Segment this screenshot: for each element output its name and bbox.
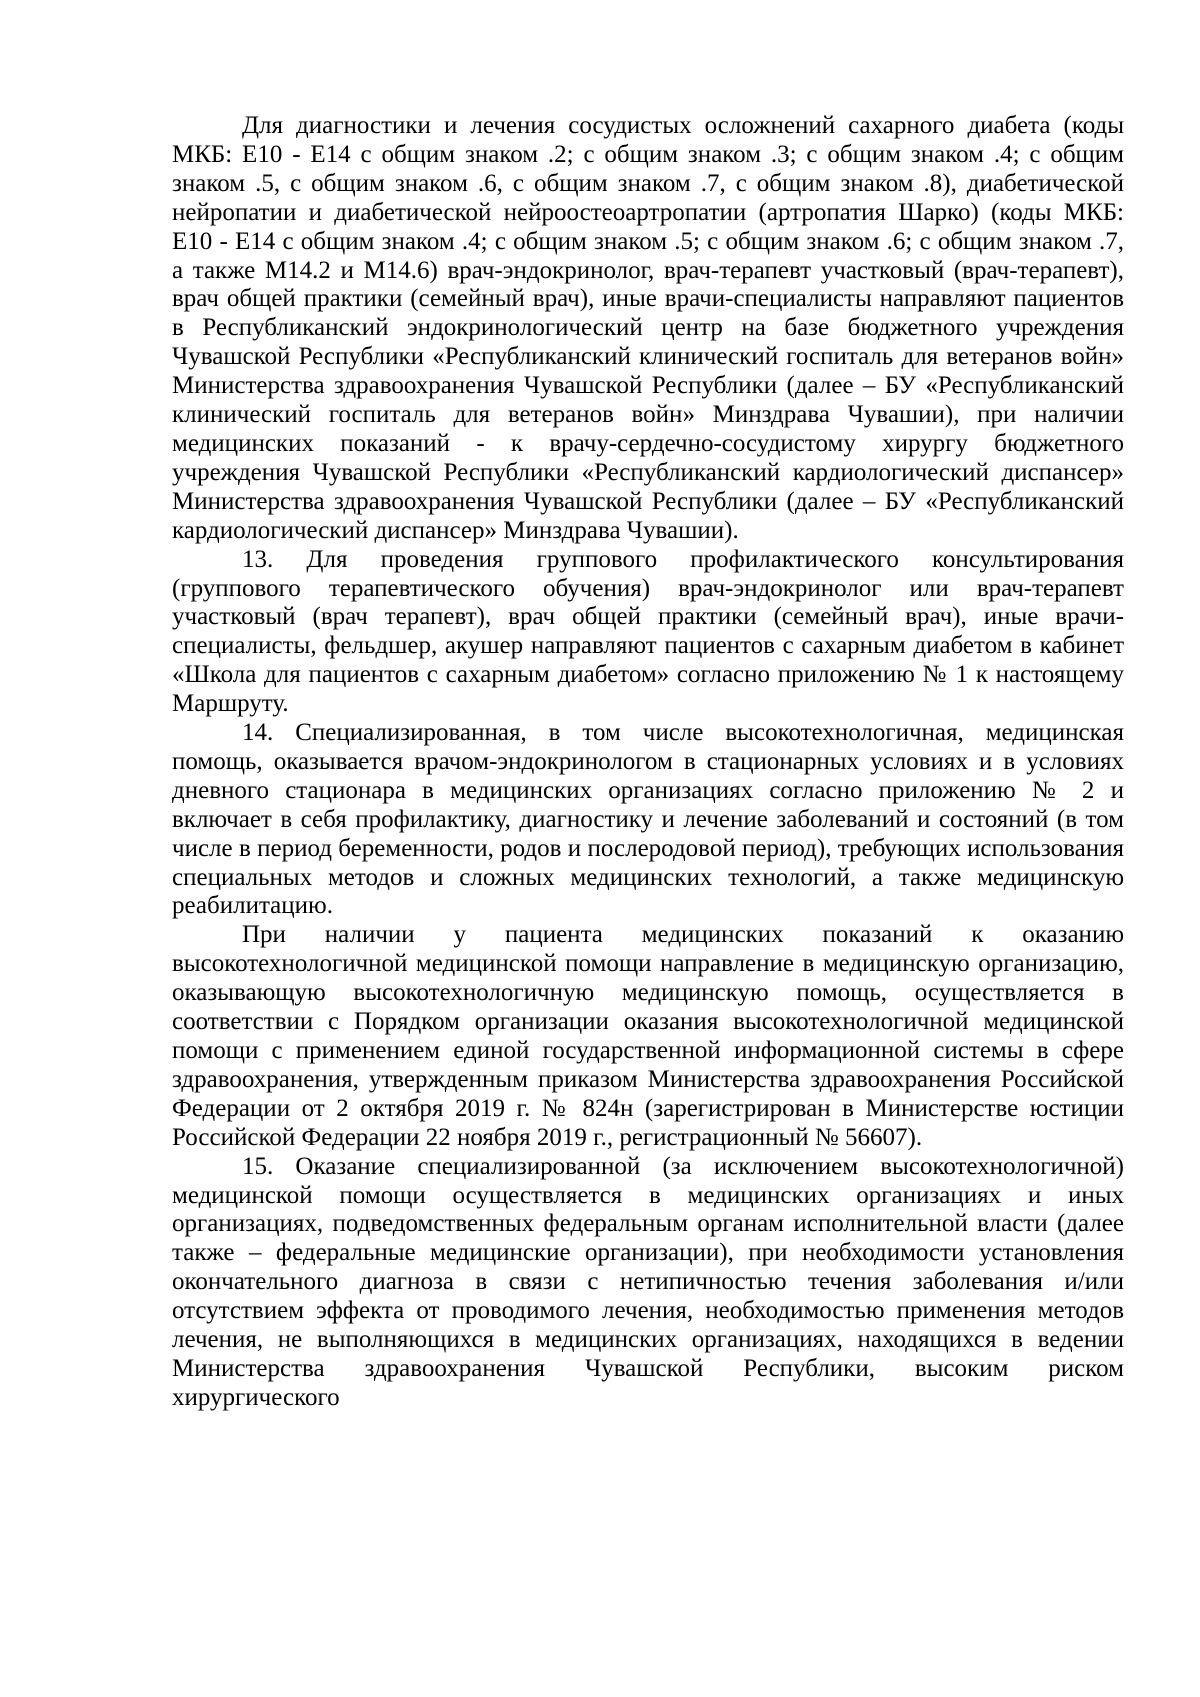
paragraph-15-federal-organizations: 15. Оказание специализированной (за исключением высокотехнологичной) медицинской помощи осуществляется в медицинских организациях и иных организациях, подведомственных федеральным органам исполнительной власти (далее также – федеральные медицинские организации), при необходимости установления окончательного диагноза в связи с нетипичностью течения заболевания и/или отсутствием эффекта от проводимого лечения, необходимостью применения методов лечения, не выполняющихся в медицинских организациях, находящихся в ведении Министерства здравоохранения Чувашской Республики, высоким риском хирургического — [172, 1152, 1124, 1411]
paragraph-vascular-complications: Для диагностики и лечения сосудистых осложнений сахарного диабета (коды МКБ: Е10 - Е14 с общим знаком .2; с общим знаком .3; с общим знаком .4; с общим знаком .5, с общим знаком .6, с общим знаком .7, с общим знаком .8), диабетической нейропатии и диабетической нейроостеоартропатии (артропатия Шарко) (коды МКБ: Е10 - Е14 с общим знаком .4; с общим знаком .5; с общим знаком .6; с общим знаком .7, а также М14.2 и М14.6) врач-эндокринолог, врач-терапевт участковый (врач-терапевт), врач общей практики (семейный врач), иные врачи-специалисты направляют пациентов в Республиканский эндокринологический центр на базе бюджетного учреждения Чувашской Республики «Республиканский клинический госпиталь для ветеранов войн» Министерства здравоохранения Чувашской Республики (далее – БУ «Республиканский клинический госпиталь для ветеранов войн» Минздрава Чувашии), при наличии медицинских показаний - к врачу-сердечно-сосудистому хирургу бюджетного учреждения Чувашской Республики «Республиканский кардиологический диспансер» Министерства здравоохранения Чувашской Республики (далее – БУ «Республиканский кардиологический диспансер» Минздрава Чувашии). — [172, 112, 1124, 544]
paragraph-high-tech-care-referral: При наличии у пациента медицинских показаний к оказанию высокотехнологичной медицинской помощи направление в медицинскую организацию, оказывающую высокотехнологичную медицинскую помощь, осуществляется в соответствии с Порядком организации оказания высокотехнологичной медицинской помощи с применением единой государственной информационной системы в сфере здравоохранения, утвержденным приказом Министерства здравоохранения Российской Федерации от 2 октября 2019 г. № 824н (зарегистрирован в Министерстве юстиции Российской Федерации 22 ноября 2019 г., регистрационный № 56607). — [172, 921, 1124, 1151]
paragraph-13-group-counseling: 13. Для проведения группового профилактического консультирования (группового терапевтического обучения) врач-эндокринолог или врач-терапевт участковый (врач терапевт), врач общей практики (семейный врач), иные врачи-специалисты, фельдшер, акушер направляют пациентов с сахарным диабетом в кабинет «Школа для пациентов с сахарным диабетом» согласно приложению № 1 к настоящему Маршруту. — [172, 545, 1124, 718]
paragraph-14-specialized-care: 14. Специализированная, в том числе высокотехнологичная, медицинская помощь, оказывается врачом-эндокринологом в стационарных условиях и в условиях дневного стационара в медицинских организациях согласно приложению № 2 и включает в себя профилактику, диагностику и лечение заболеваний и состояний (в том числе в период беременности, родов и послеродовой период), требующих использования специальных методов и сложных медицинских технологий, а также медицинскую реабилитацию. — [172, 719, 1124, 920]
